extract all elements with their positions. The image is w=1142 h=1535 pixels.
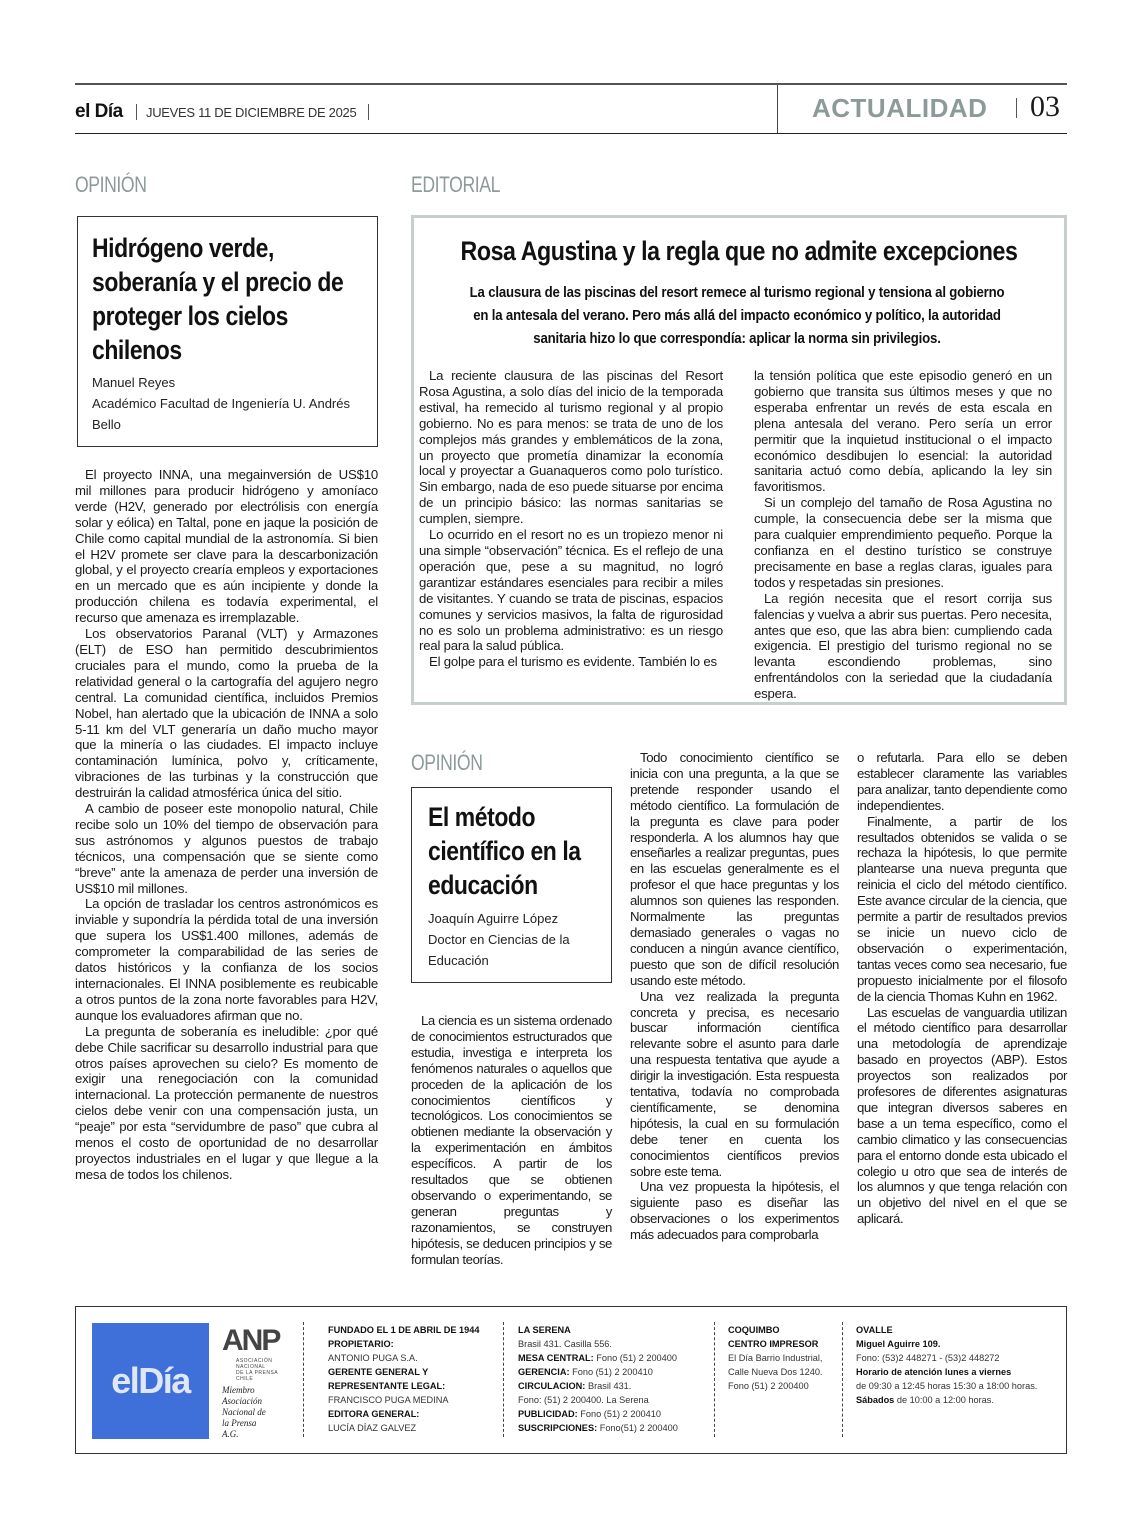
author-name: Joaquín Aguirre López (428, 911, 559, 926)
coquimbo-line: El Día Barrio Industrial, (728, 1353, 823, 1363)
opinion-kicker: OPINIÓN (75, 172, 147, 197)
paragraph: La región necesita que el resort corrija sus falencias y vuelva a abrir sus puertas. Pero necesita, antes que eso, que las abra bien: cumpliendo cada exigencia. El prestigio del turismo regional no se levanta escondiendo problemas, sino enfrentándolos con la seriedad que la ciudadanía espera. (754, 590, 1052, 702)
circulacion-address: Brasil 431. (587, 1381, 632, 1391)
editorial-kicker: EDITORIAL (411, 172, 500, 197)
mesa-label: MESA CENTRAL: (518, 1353, 594, 1363)
editor: LUCÍA DÍAZ GALVEZ (328, 1423, 417, 1433)
opinion-body (75, 467, 378, 1183)
author-name: Manuel Reyes (92, 375, 176, 390)
footer-founded (328, 1323, 508, 1435)
header-divider (777, 85, 778, 133)
mesa-phone: Fono (51) 2 200400 (596, 1353, 677, 1363)
header-bottom-rule (75, 133, 1067, 134)
editorial-subtitle: La clausura de las piscinas del resort remece al turismo regional y tensiona al gobierno en la antesala del verano. Pero más allá del impacto económico y político, la autoridad sanitaria hizo lo que correspondía: aplicar la norma sin privilegios. (469, 284, 1005, 347)
section-name: ACTUALIDAD (812, 93, 988, 123)
paragraph: Lo ocurrido en el resort no es un tropiezo menor ni una simple “observación” técnica. Es el reflejo de una operación que, pese a su magnitud, no logró garantizar estándares esenciales para recibir a miles de visitantes. Y cuando se trata de piscinas, espacios comunes y servicios masivos, la falta de rigurosidad no es solo un problema administrativo: es un riesgo real para la salud pública. (419, 527, 723, 654)
anp-mark: ANP (222, 1324, 280, 1357)
header-top-rule (75, 83, 1067, 85)
editorial-headline: Rosa Agustina y la regla que no admite excepciones (460, 236, 1018, 266)
paragraph: Si un complejo del tamaño de Rosa Agustina no cumple, la consecuencia debe ser la misma que para cualquier emprendimiento pequeño. Porque la confianza en el destino turístico se construye precisamente en base a reglas claras, iguales para todos y respetadas sin presiones. (754, 495, 1052, 590)
header-pipe (368, 104, 369, 120)
author-role: Académico Facultad de Ingeniería U. Andrés Bello (92, 396, 350, 432)
paragraph: la tensión política que este episodio generó en un gobierno que transita sus últimos meses y que no esperaba enfrentar un revés de esta escala en plena antesala del verano. Pero sería un error permitir que la inquietud institucional o el impacto económico desdibujen lo esencial: la autoridad sanitaria actuó como debía, aplicando la ley sin favoritismos. (754, 368, 1052, 495)
paragraph: La opción de trasladar los centros astronómicos es inviable y supondría la pérdida total de una inversión que supera los US$1.400 millones, además de comprometer la comparabilidad de las series de datos históricos y la confianza de los socios internacionales. El INNA posiblemente es reubicable a otros puntos de la zona norte favorables para H2V, aunque los evaluadores afirman que no. (75, 896, 378, 1023)
saturday-hours: de 10:00 a 12:00 horas. (896, 1395, 994, 1405)
footer-divider (303, 1322, 304, 1437)
paragraph: A cambio de poseer este monopolio natural, Chile recibe solo un 10% del tiempo de observación para sus astrónomos y algunos puestos de trabajo técnicos, una compensación que se siente como “breve” ante la amenaza de perder una inversión de US$10 mil millones. (75, 801, 378, 896)
ovalle-hours: de 09:30 a 12:45 horas 15:30 a 18:00 horas. (856, 1381, 1038, 1391)
anp-text: ASOCIACIÓN (236, 1358, 273, 1364)
coquimbo-subtitle: CENTRO IMPRESOR (728, 1339, 819, 1349)
manager: FRANCISCO PUGA MEDINA (328, 1395, 449, 1405)
paragraph: El proyecto INNA, una megainversión de US$10 mil millones para producir hidrógeno y amoníaco verde (H2V, generado por electrólisis con energía solar y eólica) en Taltal, pone en jaque la posición de Chile como capital mundial de la astronomía. Si bien el H2V promete ser clave para la descarbonización global, y el proyecto crearía empleos y exportaciones en un mercado que es aún incipiente y donde la producción chilena es todavía experimental, el recurso que amenaza es irremplazable. (75, 467, 378, 626)
owner-label: PROPIETARIO: (328, 1339, 394, 1349)
circulacion-phone: Fono: (51) 2 200400. La Serena (518, 1395, 649, 1405)
paragraph: Una vez realizada la pregunta concreta y precisa, es necesario buscar información científica relevante sobre el asunto para darle una respuesta tentativa que ayude a dirigir la investigación. Esta respuesta tentativa, todavía no comprobada científicamente, se denomina hipótesis, la cual en su formulación debe tener en cuenta los conocimientos científicos previos sobre este tema. (630, 988, 839, 1179)
ovalle-phones: Fono: (53)2 448271 - (53)2 448272 (856, 1353, 1000, 1363)
paragraph: Finalmente, a partir de los resultados obtenidos se valida o se rechaza la hipótesis, lo que permite plantearse una nueva pregunta que reinicia el ciclo del método científico. Este avance circular de la ciencia, que permite a partir de resultados previos se inicie un nuevo ciclo de observación o experimentación, tantas veces como sea necesario, fue propuesto inicialmente por el filosofo de la ciencia Thomas Kuhn en 1962. (857, 813, 1067, 1004)
la-serena-address: Brasil 431. Casilla 556. (518, 1339, 612, 1349)
coquimbo-line: Fono (51) 2 200400 (728, 1381, 809, 1391)
la-serena-title: LA SERENA (518, 1325, 571, 1335)
paragraph: Los observatorios Paranal (VLT) y Armazones (ELT) de ESO han permitido descubrimientos cruciales para el mundo, como la prueba de la relatividad general o la cartografía del agujero negro central. La comunidad científica, incluidos Premios Nobel, han alertado que la ubicación de INNA a solo 5-11 km del VLT generaría un daño mucho mayor que la minería o las ciudades. El impacto incluye contaminación lumínica, polvo y, críticamente, vibraciones de las turbinas y la construcción que destruirán la calidad atmosférica única del sitio. (75, 626, 378, 801)
suscripciones-phone: Fono(51) 2 200400 (599, 1423, 678, 1433)
paragraph: El golpe para el turismo es evidente. También lo es (429, 654, 717, 670)
author-role: Doctor en Ciencias de la Educación (428, 932, 570, 968)
footer-divider (503, 1322, 504, 1437)
member-line: la Prensa (222, 1418, 257, 1428)
gerencia-label: GERENCIA: (518, 1367, 570, 1377)
editorial-column-2 (754, 368, 1052, 702)
suscripciones-label: SUSCRIPCIONES: (518, 1423, 598, 1433)
coquimbo-line: Calle Nueva Dos 1240. (728, 1367, 823, 1377)
saturday-label: Sábados (856, 1395, 895, 1405)
member-line: Nacional de (222, 1407, 266, 1417)
issue-date: JUEVES 11 DE DICIEMBRE DE 2025 (146, 105, 357, 120)
opinion2-column-3 (857, 750, 1067, 1227)
manager-label: GERENTE GENERAL Y (328, 1367, 429, 1377)
founded-title: FUNDADO EL 1 DE ABRIL DE 1944 (328, 1325, 480, 1335)
paragraph: o refutarla. Para ello se deben establecer claramente las variables para analizar, tanto dependiente como independientes. (857, 750, 1067, 813)
opinion2-column-1 (411, 1013, 612, 1268)
gerencia-phone: Fono (51) 2 200410 (572, 1367, 653, 1377)
editorial-column-1 (419, 368, 723, 670)
paragraph: Una vez propuesta la hipótesis, el siguiente paso es diseñar las observaciones o los experimentos más adecuados para comprobarla (630, 1179, 839, 1243)
opinion-headline: El método científico en la educación (428, 802, 581, 900)
anp-text: CHILE (236, 1376, 254, 1382)
page-number: 03 (1030, 90, 1060, 123)
owner: ANTONIO PUGA S.A. (328, 1353, 418, 1363)
paragraph: Las escuelas de vanguardia utilizan el método científico para desarrollar una metodología de aprendizaje basado en proyectos (ABP). Estos proyectos son realizados por profesores de diferentes asignaturas que integran diversos saberes en base a un tema específico, como el cambio climatico y las consecuencias para el entorno donde esta ubicado el colegio u otro que sea de interés de los alumnos y que tenga relación con un objetivo del nivel en el que se aplicará. (857, 1004, 1067, 1227)
masthead-brand: el Día (75, 101, 123, 122)
opinion-kicker: OPINIÓN (411, 750, 483, 775)
ovalle-title: OVALLE (856, 1325, 893, 1335)
paragraph: La pregunta de soberanía es ineludible: ¿por qué debe Chile sacrificar su desarrollo industrial para que otros países aprovechen su cielo? Es momento de exigir una renegociación con la comunidad internacional. La protección permanente de nuestros cielos debe venir con una compensación justa, un “peaje” por esta “servidumbre de paso” que cubra al menos el costo de oportunidad de no desarrollar proyectos industriales en el lugar y que llegue a la mesa de todos los chilenos. (75, 1023, 378, 1182)
publicidad-phone: Fono (51) 2 200410 (580, 1409, 661, 1419)
footer-coquimbo (728, 1323, 838, 1393)
anp-text: DE LA PRENSA (236, 1370, 279, 1376)
publicidad-label: PUBLICIDAD: (518, 1409, 578, 1419)
footer-divider (842, 1322, 843, 1437)
coquimbo-title: COQUIMBO (728, 1325, 780, 1335)
editor-label: EDITORA GENERAL: (328, 1409, 420, 1419)
ovalle-hours-label: Horario de atención lunes a viernes (856, 1367, 1012, 1377)
anp-text: NACIONAL (236, 1364, 266, 1370)
el-dia-logo: elDía (92, 1323, 209, 1439)
header-pipe (136, 104, 137, 120)
circulacion-label: CIRCULACION: (518, 1381, 586, 1391)
paragraph: La reciente clausura de las piscinas del Resort Rosa Agustina, a solo días del inicio de la temporada estival, ha remecido al turismo regional y al propio gobierno. No es para menos: se trata de uno de los complejos más grandes y emblemáticos de la zona, un proyecto que prometía dinamizar la economía local y proyectar a Guanaqueros como polo turístico. Sin embargo, nada de eso puede situarse por encima de un principio básico: las normas sanitarias se cumplen, siempre. (419, 368, 723, 527)
opinion-title-box (411, 787, 612, 983)
member-line: Miembro (222, 1385, 255, 1395)
ovalle-address: Miguel Aguirre 109. (856, 1339, 941, 1349)
paragraph: Todo conocimiento científico se inicia con una pregunta, a la que se pretende responder usando el método científico. La formulación de la pregunta es clave para poder responderla. A los alumnos hay que enseñarles a realizar preguntas, pues en las escuelas generalmente es el profesor el que hace preguntas y los alumnos son quienes las responden. Normalmente las preguntas demasiado generales o vagas no conducen a ningún avance científico, puesto que son de difícil resolución usando este método. (630, 750, 839, 988)
member-note (222, 1385, 266, 1440)
footer-la-serena (518, 1323, 708, 1435)
anp-logo (222, 1324, 288, 1382)
manager-label: REPRESENTANTE LEGAL: (328, 1381, 446, 1391)
footer-ovalle (856, 1323, 1061, 1407)
member-line: Asociación (222, 1396, 262, 1406)
opinion2-column-2 (630, 750, 839, 1243)
header-pipe (1016, 98, 1017, 118)
paragraph: La ciencia es un sistema ordenado de conocimientos estructurados que estudia, investiga e interpreta los fenómenos naturales o aquellos que proceden de la aplicación de los conocimientos científicos y tecnológicos. Los conocimientos se obtienen mediante la observación y la experimentación en ámbitos específicos. A partir de los resultados que se obtienen observando o experimentando, se generan preguntas y razonamientos, se construyen hipótesis, se deducen principios y se formulan teorías. (411, 1013, 612, 1267)
footer-divider (714, 1322, 715, 1437)
opinion-headline: Hidrógeno verde, soberanía y el precio de proteger los cielos chilenos (92, 233, 344, 365)
member-line: A.G. (222, 1429, 239, 1439)
opinion-title-box (77, 216, 378, 447)
